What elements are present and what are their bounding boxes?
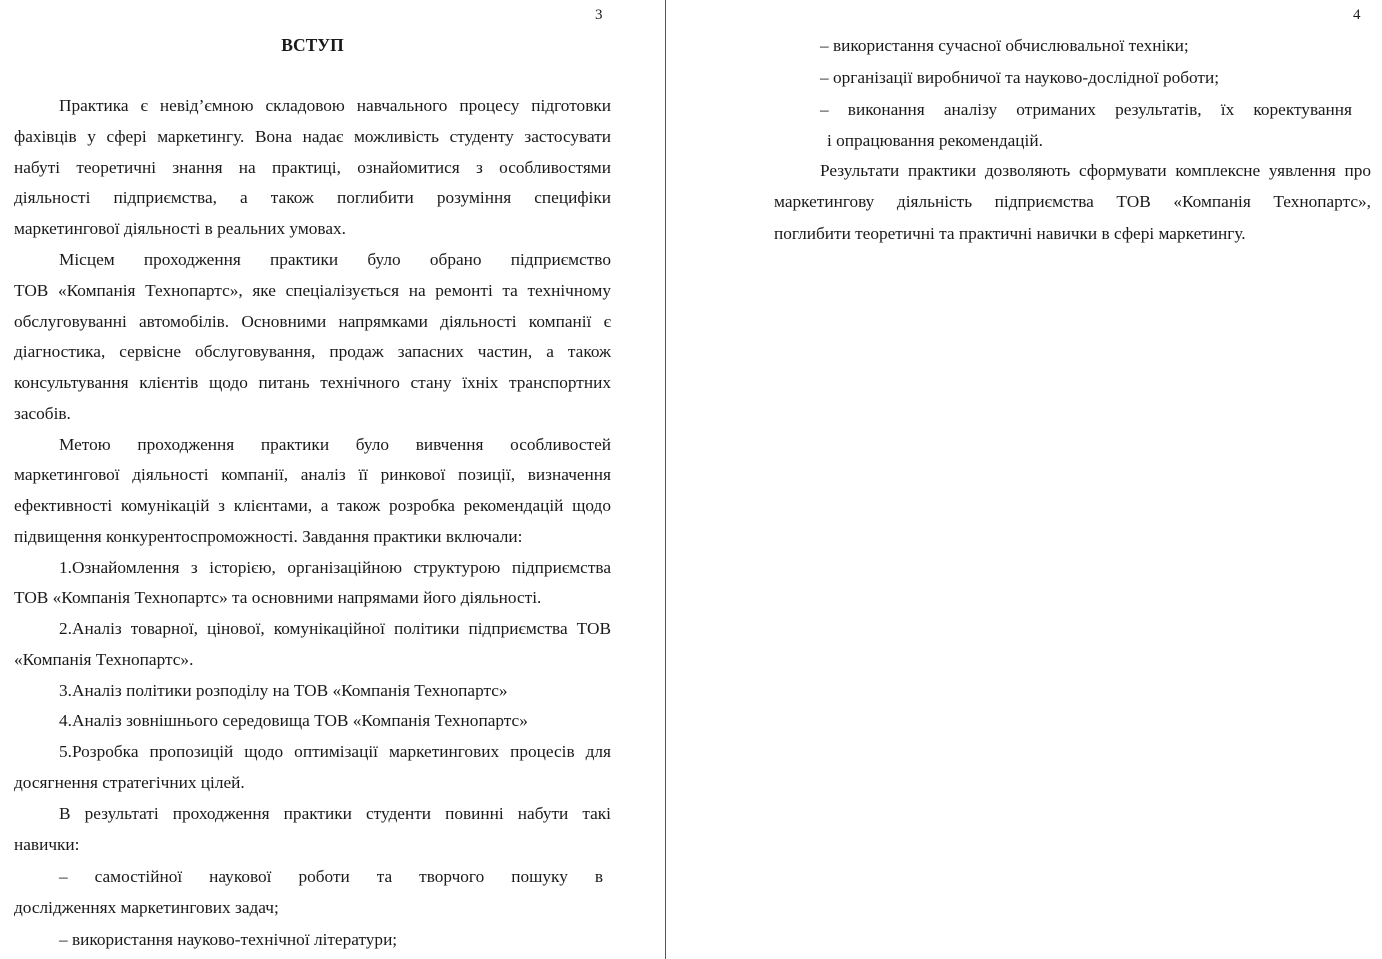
paragraph-line: набуті теоретичні знання на практиці, ознайомитися з особливостями	[14, 158, 611, 177]
bullet-item-line: – організації виробничої та науково-дослідної роботи;	[820, 68, 1220, 87]
paragraph-line: обслуговуванні автомобілів. Основними напрямками діяльності компанії є	[14, 312, 611, 331]
bullet-item-line: – виконання аналізу отриманих результатів, їх коректування	[820, 100, 1352, 119]
bullet-item-line: – використання науково-технічної літератури;	[59, 930, 398, 949]
paragraph-line: В результаті проходження практики студенти повинні набути такі	[59, 804, 611, 823]
paragraph-line: навички:	[14, 835, 80, 854]
page-3	[0, 0, 665, 959]
paragraph-line: діяльності підприємства, а також поглибити розуміння специфіки	[14, 188, 611, 207]
bullet-item-line: – самостійної наукової роботи та творчого пошуку в	[59, 867, 603, 886]
page-number: 3	[595, 7, 603, 23]
list-item-line: «Компанія Технопартс».	[14, 650, 194, 669]
list-item-line: ТОВ «Компанія Технопартс» та основними напрямами його діяльності.	[14, 588, 542, 607]
paragraph-line: маркетингову діяльність підприємства ТОВ «Компанія Технопартс»,	[774, 192, 1371, 211]
bullet-item-line: і опрацювання рекомендацій.	[827, 131, 1043, 150]
list-item-line: 1.Ознайомлення з історією, організаційною структурою підприємства	[59, 558, 611, 577]
paragraph-line: Результати практики дозволяють сформувати комплексне уявлення про	[820, 161, 1371, 180]
section-title: ВСТУП	[281, 35, 344, 55]
paragraph-line: фахівців у сфері маркетингу. Вона надає можливість студенту застосувати	[14, 127, 611, 146]
paragraph-line: ТОВ «Компанія Технопартс», яке спеціалізується на ремонті та технічному	[14, 281, 611, 300]
paragraph-line: ефективності комунікацій з клієнтами, а також розробка рекомендацій щодо	[14, 496, 611, 515]
paragraph-line: маркетингової діяльності компанії, аналіз її ринкової позиції, визначення	[14, 465, 611, 484]
paragraph-line: Місцем проходження практики було обрано підприємство	[59, 250, 611, 269]
list-item-line: 4.Аналіз зовнішнього середовища ТОВ «Компанія Технопартс»	[59, 711, 528, 730]
paragraph-line: Метою проходження практики було вивчення особливостей	[59, 435, 611, 454]
page-4	[667, 0, 1382, 959]
paragraph-line: маркетингової діяльності в реальних умовах.	[14, 219, 346, 238]
paragraph-line: поглибити теоретичні та практичні навички в сфері маркетингу.	[774, 224, 1246, 243]
list-item-line: 2.Аналіз товарної, цінової, комунікаційної політики підприємства ТОВ	[59, 619, 611, 638]
list-item-line: досягнення стратегічних цілей.	[14, 773, 245, 792]
paragraph-line: Практика є невід’ємною складовою навчального процесу підготовки	[59, 96, 611, 115]
paragraph-line: засобів.	[14, 404, 71, 423]
list-item-line: 5.Розробка пропозицій щодо оптимізації маркетингових процесів для	[59, 742, 611, 761]
paragraph-line: діагностика, сервісне обслуговування, продаж запасних частин, а також	[14, 342, 611, 361]
list-item-line: 3.Аналіз політики розподілу на ТОВ «Компанія Технопартс»	[59, 681, 508, 700]
bullet-item-line: – використання сучасної обчислювальної техніки;	[820, 36, 1189, 55]
bullet-item-line: дослідженнях маркетингових задач;	[14, 898, 279, 917]
page-number: 4	[1353, 7, 1361, 23]
paragraph-line: підвищення конкурентоспроможності. Завдання практики включали:	[14, 527, 523, 546]
paragraph-line: консультування клієнтів щодо питань технічного стану їхніх транспортних	[14, 373, 611, 392]
page-divider	[665, 0, 666, 959]
